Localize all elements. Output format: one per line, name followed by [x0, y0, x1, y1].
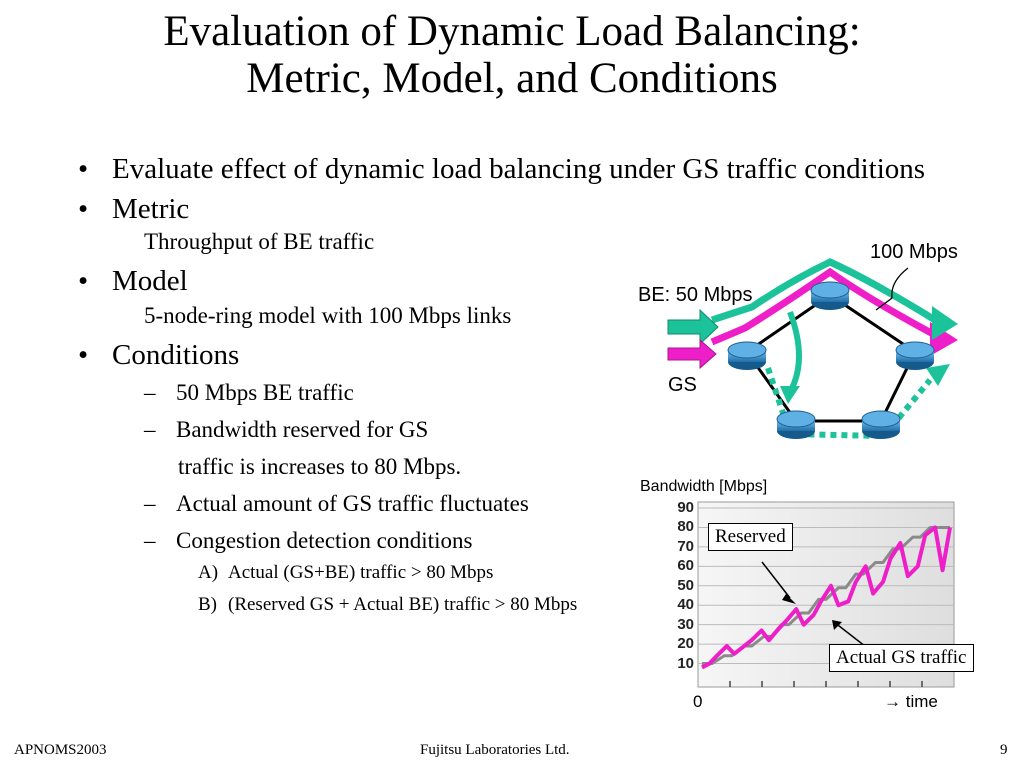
be-traffic-label: BE: 50 Mbps	[638, 284, 753, 306]
condition-1-text: 50 Mbps BE traffic	[176, 380, 354, 405]
link-capacity-label: 100 Mbps	[870, 241, 958, 263]
bullet-conditions-text: Conditions	[112, 339, 240, 371]
condition-2-text: Bandwidth reserved for GS	[176, 417, 429, 442]
metric-sub-text: Throughput of BE traffic	[144, 229, 375, 254]
y-tick-label: 70	[677, 537, 694, 555]
footer-conference: APNOMS2003	[14, 742, 107, 758]
bullet-dot: •	[78, 265, 89, 297]
actual-gs-annotation: Actual GS traffic	[829, 644, 974, 672]
y-tick-label: 10	[677, 654, 694, 672]
title-line-2: Metric, Model, and Conditions	[246, 55, 778, 102]
gs-traffic-label: GS	[668, 374, 697, 396]
y-tick-label: 80	[677, 518, 694, 536]
model-sub-text: 5-node-ring model with 100 Mbps links	[144, 303, 512, 328]
bullet-intro-text: Evaluate effect of dynamic load balancing under GS traffic conditions	[112, 153, 926, 185]
dash-mark: –	[144, 528, 156, 553]
condition-4a-text: Actual (GS+BE) traffic > 80 Mbps	[228, 562, 494, 583]
y-tick-label: 40	[677, 596, 694, 614]
y-tick-label: 90	[677, 499, 694, 516]
bullet-dot: •	[78, 339, 89, 371]
dash-mark: –	[144, 380, 156, 405]
footer-page-number: 9	[1000, 742, 1008, 758]
condition-4-text: Congestion detection conditions	[176, 528, 473, 553]
reserved-annotation: Reserved	[708, 523, 793, 551]
dash-mark: –	[144, 417, 156, 442]
y-tick-label: 30	[677, 615, 694, 633]
bullet-dot: •	[78, 153, 89, 185]
condition-4b-label: B)	[198, 594, 217, 615]
title-line-1: Evaluation of Dynamic Load Balancing:	[163, 8, 861, 55]
y-tick-label: 50	[677, 576, 694, 594]
y-tick-label: 20	[677, 635, 694, 653]
x-axis-label: → time	[884, 692, 938, 711]
footer-organization: Fujitsu Laboratories Ltd.	[420, 742, 570, 758]
condition-2-continued: traffic is increases to 80 Mbps.	[178, 454, 462, 479]
bullet-dot: •	[78, 193, 89, 225]
bullet-model-text: Model	[112, 265, 188, 297]
dash-mark: –	[144, 491, 156, 516]
x-origin-label: 0	[693, 692, 703, 711]
condition-4a-label: A)	[198, 562, 219, 583]
bullet-metric-text: Metric	[112, 193, 190, 225]
y-tick-label: 60	[677, 557, 694, 575]
condition-3-text: Actual amount of GS traffic fluctuates	[176, 491, 529, 516]
condition-4b-text: (Reserved GS + Actual BE) traffic > 80 Mbps	[228, 594, 578, 615]
chart-title: Bandwidth [Mbps]	[640, 478, 768, 495]
